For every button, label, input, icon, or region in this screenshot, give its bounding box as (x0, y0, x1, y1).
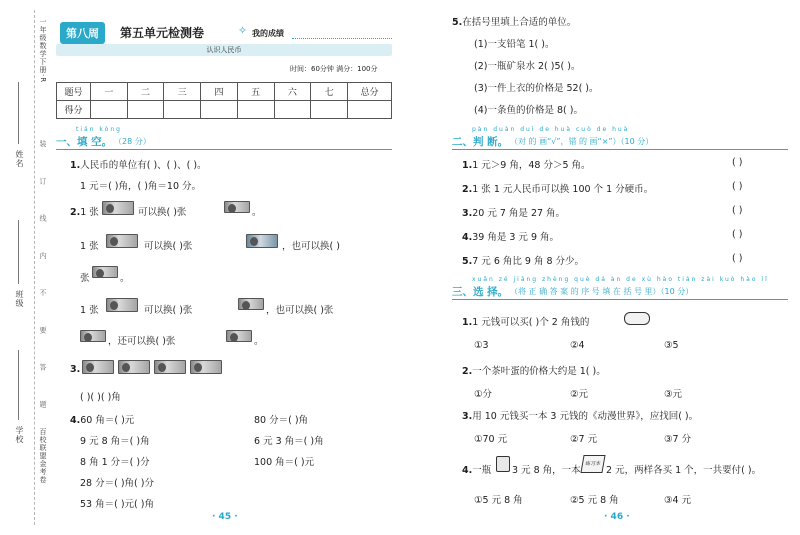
spine-grade-label: 一年级数学下册·R (39, 18, 47, 84)
choice-option[interactable]: ①分 (474, 389, 493, 400)
section2-pinyin: pàn duàn duì de huà cuò de huà (472, 126, 630, 133)
score-input-cell[interactable] (311, 101, 348, 119)
banknote-5jiao-image (82, 360, 114, 374)
choice-question-a: 4.一瓶 (462, 465, 492, 476)
q4-item: 80 分＝( )角 (254, 415, 309, 426)
cut-line (34, 10, 35, 525)
section2-rule (452, 149, 788, 150)
section3-note: （将 正 确 答 案 的 序 号 填 在 括 号 里）（10 分） (510, 287, 694, 296)
score-header-cell: 总分 (348, 83, 392, 101)
judge-item: 3.20 元 7 角是 27 角。 (462, 208, 566, 219)
section3-rule (452, 299, 788, 300)
q2-line4-c: ，也可以换( )张 (266, 305, 334, 316)
score-header-cell: 六 (274, 83, 311, 101)
q2-line5-b: 。 (254, 336, 264, 347)
choice-option[interactable]: ③7 分 (664, 434, 692, 445)
star-icon: ✧ (238, 24, 248, 37)
q2-line1-end: 。 (252, 207, 262, 218)
section1-rule (56, 149, 392, 150)
choice-question: 1.1 元钱可以买( )个 2 角钱的 (462, 317, 590, 328)
score-header-cell: 二 (127, 83, 164, 101)
page-number-left: · 45 · (212, 512, 238, 522)
q2-line4-b: 可以换( )张 (144, 305, 193, 316)
score-header-cell: 七 (311, 83, 348, 101)
score-header-cell: 题号 (57, 83, 91, 101)
banknote-5jiao-image (238, 298, 264, 310)
choice-option[interactable]: ①70 元 (474, 434, 508, 445)
section1-title: 一、填 空。 (56, 136, 113, 148)
q2-line3-b: 。 (120, 273, 130, 284)
school-label: 学校 (15, 426, 24, 444)
q3-num: 3. (70, 364, 81, 375)
score-row-label: 得分 (57, 101, 91, 119)
choice-option[interactable]: ①3 (474, 340, 489, 351)
choice-option[interactable]: ③5 (664, 340, 679, 351)
banknote-5yuan-image (224, 201, 250, 213)
section2-note: （对 的 画“√”，错 的 画“×”）（10 分） (510, 137, 654, 146)
judge-answer-paren[interactable]: ( ) (732, 229, 743, 240)
q4-item: 8 角 1 分＝( )分 (80, 457, 150, 468)
choice-question: 3.用 10 元钱买一本 3 元钱的《动漫世界》，应找回( )。 (462, 411, 699, 422)
name-line (18, 82, 19, 144)
q3-answer-line: ( )( )( )角 (80, 392, 121, 403)
section3-title: 三、选 择。 (452, 286, 509, 298)
choice-option[interactable]: ①5 元 8 角 (474, 495, 523, 506)
q2-line2-b: 可以换( )张 (144, 241, 193, 252)
q4-item: 28 分＝( )角( )分 (80, 478, 154, 489)
q2-line4-a: 1 张 (80, 305, 99, 316)
score-input-cell[interactable] (91, 101, 128, 119)
score-header-cell: 五 (237, 83, 274, 101)
choice-option[interactable]: ②5 元 8 角 (570, 495, 619, 506)
score-label: 我的成绩 (252, 29, 284, 38)
q1-line1: 1.人民币的单位有( )、( )、( )。 (70, 160, 207, 171)
choice-option[interactable]: ③4 元 (664, 495, 692, 506)
section1-note: （28 分） (114, 137, 151, 146)
page-number-right: · 46 · (604, 512, 630, 522)
time-info: 时间：60分钟 满分：100分 (290, 65, 378, 73)
unit-title: 第五单元检测卷 (120, 26, 205, 40)
exercise-book-image: 练习本 (580, 455, 605, 473)
judge-item: 5.7 元 6 角比 9 角 8 分少。 (462, 256, 585, 267)
q1-line2: 1 元＝( )角，( )角＝10 分。 (80, 181, 202, 192)
banknote-1yuan-image (106, 298, 138, 312)
judge-answer-paren[interactable]: ( ) (732, 205, 743, 216)
choice-option[interactable]: ③元 (664, 389, 683, 400)
eraser-image (624, 312, 650, 325)
choice-option[interactable]: ②元 (570, 389, 589, 400)
q2-line2-a: 1 张 (80, 241, 99, 252)
judge-answer-paren[interactable]: ( ) (732, 181, 743, 192)
score-table (56, 82, 392, 119)
q5-item: (4)一条鱼的价格是 8( )。 (474, 105, 583, 116)
q2-line1: 2.1 张 (70, 207, 99, 218)
q4-item: 6 元 3 角＝( )角 (254, 436, 324, 447)
name-label: 姓名 (15, 150, 24, 168)
banknote-10yuan-image (246, 234, 278, 248)
q5-item: (2)一瓶矿泉水 2( )5( )。 (474, 61, 581, 72)
q4-item: 100 角＝( )元 (254, 457, 315, 468)
week-badge: 第八周 (60, 22, 105, 44)
q5-item: (3)一件上衣的价格是 52( )。 (474, 83, 599, 94)
q4-item: 4.60 角＝( )元 (70, 415, 135, 426)
q2-line2-c: ，也可以换( ) (282, 241, 340, 252)
q4-item: 53 角＝( )元( )角 (80, 499, 154, 510)
banknote-2jiao-image (154, 360, 186, 374)
judge-item: 1.1 元＞9 角，48 分＞5 角。 (462, 160, 591, 171)
banknote-1jiao-image (226, 330, 252, 342)
score-header-cell: 三 (164, 83, 201, 101)
ink-bottle-image (496, 456, 510, 472)
q5-heading: 5.在括号里填上合适的单位。 (452, 17, 577, 28)
score-header-cell: 一 (91, 83, 128, 101)
judge-item: 4.39 角是 3 元 9 角。 (462, 232, 560, 243)
choice-option[interactable]: ②4 (570, 340, 585, 351)
q2-line5-a: ，还可以换( )张 (108, 336, 176, 347)
score-input-cell[interactable] (201, 101, 238, 119)
score-line (292, 38, 392, 39)
choice-question-c: 2 元，两样各买 1 个，一共要付( )。 (606, 465, 762, 476)
section3-pinyin: xuǎn zé jiāng zhèng què dá àn de xù hào tián zài kuò hào lǐ (472, 276, 769, 283)
school-line (18, 350, 19, 420)
section1-pinyin: tián kòng (76, 126, 122, 133)
judge-answer-paren[interactable]: ( ) (732, 157, 743, 168)
score-input-cell[interactable] (274, 101, 311, 119)
banknote-10yuan-image (102, 201, 134, 215)
q5-item: (1)一支铅笔 1( )。 (474, 39, 555, 50)
subtitle-bar: 认识人民币 (56, 44, 392, 56)
spine-publisher: 百校联盟金考卷 (39, 428, 47, 484)
choice-option[interactable]: ②7 元 (570, 434, 598, 445)
banknote-20yuan-image (106, 234, 138, 248)
score-input-cell[interactable] (348, 101, 392, 119)
banknote-2jiao-image (80, 330, 106, 342)
choice-question-b: 3 元 8 角，一本 (512, 465, 581, 476)
q4-item: 9 元 8 角＝( )角 (80, 436, 150, 447)
judge-answer-paren[interactable]: ( ) (732, 253, 743, 264)
score-header-cell: 四 (201, 83, 238, 101)
banknote-2jiao-image (118, 360, 150, 374)
class-label: 班级 (15, 290, 24, 308)
score-input-cell[interactable] (127, 101, 164, 119)
section2-title: 二、判 断。 (452, 136, 509, 148)
score-input-cell[interactable] (164, 101, 201, 119)
banknote-1jiao-image (190, 360, 222, 374)
q2-line1-mid: 可以换( )张 (138, 207, 187, 218)
score-input-cell[interactable] (237, 101, 274, 119)
q2-line3-a: 张 (80, 273, 90, 284)
spine-cut-text: 装 订 线 内 不 要 答 题 (39, 140, 47, 422)
class-line (18, 220, 19, 284)
choice-question: 2.一个茶叶蛋的价格大约是 1( )。 (462, 366, 606, 377)
banknote-5yuan-image (92, 266, 118, 278)
judge-item: 2.1 张 1 元人民币可以换 100 个 1 分硬币。 (462, 184, 654, 195)
